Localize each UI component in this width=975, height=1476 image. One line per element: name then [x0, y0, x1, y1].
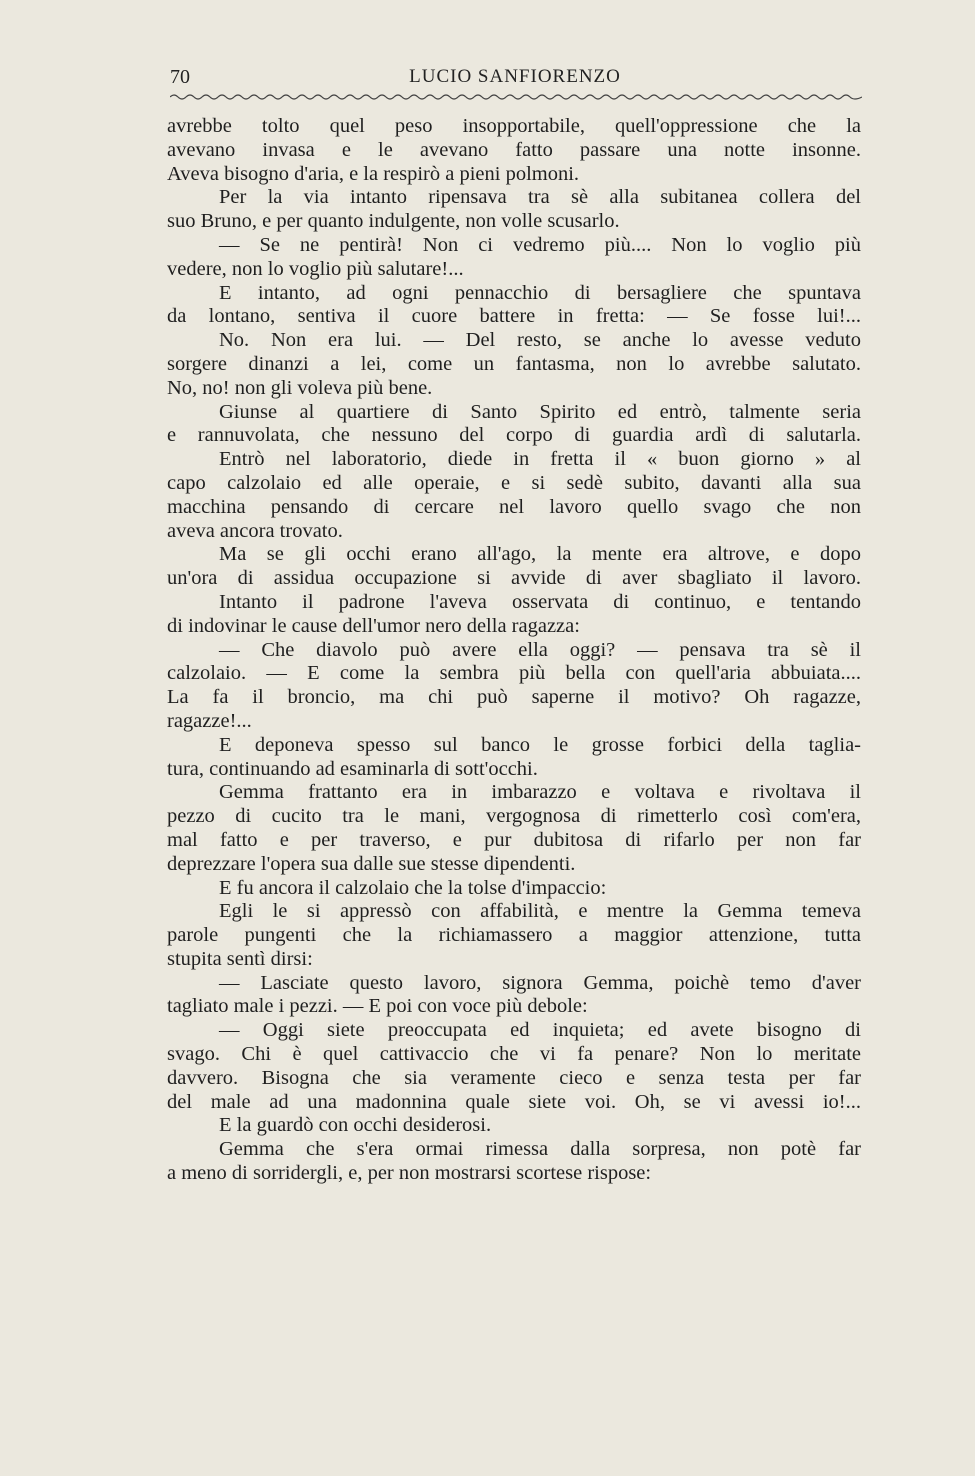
- text-line: Egli le si appressò con affabilità, e mentre la Gemma temeva: [219, 900, 861, 923]
- text-line: e rannuvolata, che nessuno del corpo di guardia ardì di salutarla.: [167, 424, 861, 447]
- text-line: parole pungenti che la richiamassero a maggior attenzione, tutta: [167, 924, 861, 947]
- text-line: E la guardò con occhi desiderosi.: [219, 1114, 492, 1137]
- header-ornamental-rule: [170, 92, 862, 102]
- text-line: avevano invasa e le avevano fatto passare una notte insonne.: [167, 138, 861, 161]
- text-line: calzolaio. — E come la sembra più bella con quell'aria abbuiata....: [167, 662, 861, 685]
- text-line: Ma se gli occhi erano all'ago, la mente era altrove, e dopo: [219, 543, 861, 566]
- text-line: deprezzare l'opera sua dalle sue stesse dipendenti.: [167, 852, 576, 875]
- text-line: — Oggi siete preoccupata ed inquieta; ed avete bisogno di: [219, 1019, 861, 1042]
- text-line: di indovinar le cause dell'umor nero della ragazza:: [167, 614, 580, 637]
- text-line: avrebbe tolto quel peso insopportabile, quell'oppressione che la: [167, 115, 861, 137]
- text-line: a meno di sorridergli, e, per non mostrarsi scortese rispose:: [167, 1162, 652, 1185]
- text-line: macchina pensando di cercare nel lavoro quello svago che non: [167, 495, 861, 518]
- text-line: Gemma che s'era ormai rimessa dalla sorpresa, non potè far: [219, 1138, 861, 1161]
- text-line: mal fatto e per traverso, e pur dubitosa di rifarlo per non far: [167, 828, 861, 851]
- text-line: Entrò nel laboratorio, diede in fretta il « buon giorno » al: [219, 448, 861, 471]
- text-line: E intanto, ad ogni pennacchio di bersagliere che spuntava: [219, 281, 861, 304]
- text-line: sorgere dinanzi a lei, come un fantasma, non lo avrebbe salutato.: [167, 352, 861, 375]
- text-line: No, no! non gli voleva più bene.: [167, 376, 433, 399]
- text-line: suo Bruno, e per quanto indulgente, non volle scusarlo.: [167, 210, 620, 233]
- running-title: LUCIO SANFIORENZO: [409, 66, 621, 87]
- text-line: E deponeva spesso sul banco le grosse forbici della taglia-: [219, 733, 861, 756]
- text-line: del male ad una madonnina quale siete voi. Oh, se vi avessi io!...: [167, 1090, 861, 1113]
- text-line: La fa il broncio, ma chi può saperne il motivo? Oh ragazze,: [167, 686, 861, 709]
- body-text: [167, 115, 861, 1186]
- text-line: ragazze!...: [167, 709, 252, 732]
- text-line: tura, continuando ad esaminarla di sott'occhi.: [167, 757, 538, 780]
- text-line: un'ora di assidua occupazione si avvide di aver sbagliato il lavoro.: [167, 567, 861, 590]
- text-line: stupita sentì dirsi:: [167, 947, 313, 970]
- page-header: [168, 66, 862, 92]
- text-line: pezzo di cucito tra le mani, vergognosa di rimetterlo così com'era,: [167, 805, 861, 828]
- text-line: E fu ancora il calzolaio che la tolse d'impaccio:: [219, 876, 607, 899]
- text-line: aveva ancora trovato.: [167, 519, 343, 542]
- text-line: da lontano, sentiva il cuore battere in fretta: — Se fosse lui!...: [167, 305, 861, 328]
- text-line: Gemma frattanto era in imbarazzo e voltava e rivoltava il: [219, 781, 861, 804]
- text-line: tagliato male i pezzi. — E poi con voce più debole:: [167, 995, 588, 1018]
- text-line: No. Non era lui. — Del resto, se anche lo avesse veduto: [219, 329, 861, 352]
- page-number: 70: [170, 66, 190, 88]
- text-line: — Se ne pentirà! Non ci vedremo più.... Non lo voglio più: [219, 233, 861, 256]
- text-line: Giunse al quartiere di Santo Spirito ed entrò, talmente seria: [219, 400, 861, 423]
- text-line: — Lasciate questo lavoro, signora Gemma, poichè temo d'aver: [219, 971, 861, 994]
- text-line: — Che diavolo può avere ella oggi? — pensava tra sè il: [219, 638, 861, 661]
- text-line: Aveva bisogno d'aria, e la respirò a pieni polmoni.: [167, 162, 580, 185]
- text-line: davvero. Bisogna che sia veramente cieco e senza testa per far: [167, 1066, 861, 1089]
- text-line: vedere, non lo voglio più salutare!...: [167, 257, 464, 280]
- text-line: svago. Chi è quel cattivaccio che vi fa penare? Non lo meritate: [167, 1043, 861, 1066]
- text-line: Intanto il padrone l'aveva osservata di continuo, e tentando: [219, 590, 861, 613]
- text-line: Per la via intanto ripensava tra sè alla subitanea collera del: [219, 186, 861, 209]
- text-line: capo calzolaio ed alle operaie, e si sedè subito, davanti alla sua: [167, 471, 861, 494]
